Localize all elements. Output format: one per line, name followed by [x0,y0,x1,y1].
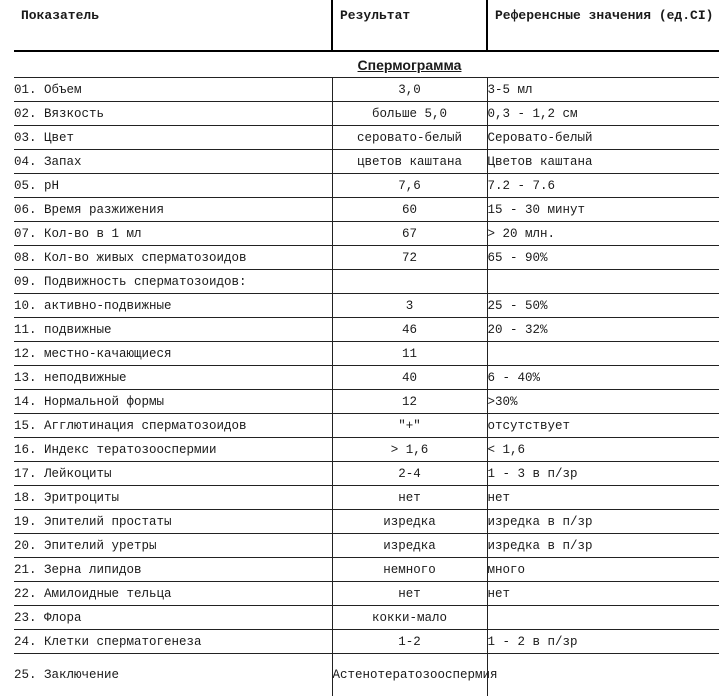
table-row [14,294,719,318]
header-result: Результат [332,0,487,51]
indicator-cell: 16. Индекс тератозооспермии [14,438,332,462]
reference-cell: 3-5 мл [487,78,719,102]
indicator-cell: 02. Вязкость [14,102,332,126]
result-cell: 3,0 [332,78,487,102]
indicator-cell: 12. местно-качающиеся [14,342,332,366]
result-cell: 67 [332,222,487,246]
reference-cell [487,342,719,366]
result-cell: 7,6 [332,174,487,198]
result-cell: немного [332,558,487,582]
result-cell: изредка [332,534,487,558]
table-row [14,486,719,510]
section-title-row [14,51,719,78]
reference-cell: 15 - 30 минут [487,198,719,222]
table-row [14,366,719,390]
indicator-cell: 22. Амилоидные тельца [14,582,332,606]
result-cell: кокки-мало [332,606,487,630]
table-row [14,654,719,696]
result-cell: нет [332,582,487,606]
reference-cell: Серовато-белый [487,126,719,150]
reference-cell [487,270,719,294]
header-indicator: Показатель [14,0,332,51]
section-title: Спермограмма [332,51,487,78]
reference-cell: 1 - 3 в п/зр [487,462,719,486]
table-row [14,390,719,414]
indicator-cell: 07. Кол-во в 1 мл [14,222,332,246]
indicator-cell: 13. неподвижные [14,366,332,390]
reference-cell: отсутствует [487,414,719,438]
indicator-cell: 24. Клетки сперматогенеза [14,630,332,654]
result-cell: 40 [332,366,487,390]
indicator-cell: 18. Эритроциты [14,486,332,510]
indicator-cell: 19. Эпителий простаты [14,510,332,534]
result-cell [332,270,487,294]
indicator-cell: 09. Подвижность сперматозоидов: [14,270,332,294]
reference-cell: < 1,6 [487,438,719,462]
result-cell: серовато-белый [332,126,487,150]
table-row [14,438,719,462]
result-cell: изредка [332,510,487,534]
reference-cell: > 20 млн. [487,222,719,246]
indicator-cell: 08. Кол-во живых сперматозоидов [14,246,332,270]
reference-cell: нет [487,582,719,606]
indicator-cell: 15. Агглютинация сперматозоидов [14,414,332,438]
result-cell: 11 [332,342,487,366]
table-row [14,318,719,342]
reference-cell: 0,3 - 1,2 см [487,102,719,126]
spermogram-table [14,0,719,696]
reference-cell: изредка в п/зр [487,534,719,558]
indicator-cell: 25. Заключение [14,654,332,696]
table-row [14,198,719,222]
indicator-cell: 14. Нормальной формы [14,390,332,414]
reference-cell: 20 - 32% [487,318,719,342]
indicator-cell: 10. активно-подвижные [14,294,332,318]
reference-cell: нет [487,486,719,510]
reference-cell: 7.2 - 7.6 [487,174,719,198]
reference-cell: 65 - 90% [487,246,719,270]
result-cell: 2-4 [332,462,487,486]
table-row [14,342,719,366]
table-row [14,78,719,102]
result-cell: 12 [332,390,487,414]
indicator-cell: 20. Эпителий уретры [14,534,332,558]
table-row [14,150,719,174]
reference-cell [487,606,719,630]
reference-cell: 1 - 2 в п/зр [487,630,719,654]
result-cell: > 1,6 [332,438,487,462]
indicator-cell: 11. подвижные [14,318,332,342]
reference-cell: >30% [487,390,719,414]
table-row [14,606,719,630]
indicator-cell: 06. Время разжижения [14,198,332,222]
indicator-cell: 04. Запах [14,150,332,174]
table-header-row [14,0,719,51]
result-cell: больше 5,0 [332,102,487,126]
reference-cell: много [487,558,719,582]
table-row [14,582,719,606]
table-row [14,102,719,126]
reference-cell: Цветов каштана [487,150,719,174]
indicator-cell: 05. pH [14,174,332,198]
result-cell: цветов каштана [332,150,487,174]
header-reference: Референсные значения (ед.CI) [487,0,719,51]
table-row [14,270,719,294]
reference-cell: изредка в п/зр [487,510,719,534]
table-row [14,558,719,582]
indicator-cell: 01. Объем [14,78,332,102]
result-cell: нет [332,486,487,510]
result-cell: 72 [332,246,487,270]
reference-cell: 25 - 50% [487,294,719,318]
table-row [14,462,719,486]
result-cell: 60 [332,198,487,222]
table-row [14,510,719,534]
indicator-cell: 21. Зерна липидов [14,558,332,582]
table-row [14,174,719,198]
result-cell: 3 [332,294,487,318]
indicator-cell: 03. Цвет [14,126,332,150]
reference-cell [487,654,719,696]
reference-cell: 6 - 40% [487,366,719,390]
table-row [14,534,719,558]
indicator-cell: 23. Флора [14,606,332,630]
table-row [14,222,719,246]
indicator-cell: 17. Лейкоциты [14,462,332,486]
table-row [14,126,719,150]
result-cell: Астенотератозооспермия [332,654,487,696]
table-row [14,414,719,438]
result-cell: 1-2 [332,630,487,654]
table-row [14,246,719,270]
result-cell: "+" [332,414,487,438]
table-row [14,630,719,654]
result-cell: 46 [332,318,487,342]
